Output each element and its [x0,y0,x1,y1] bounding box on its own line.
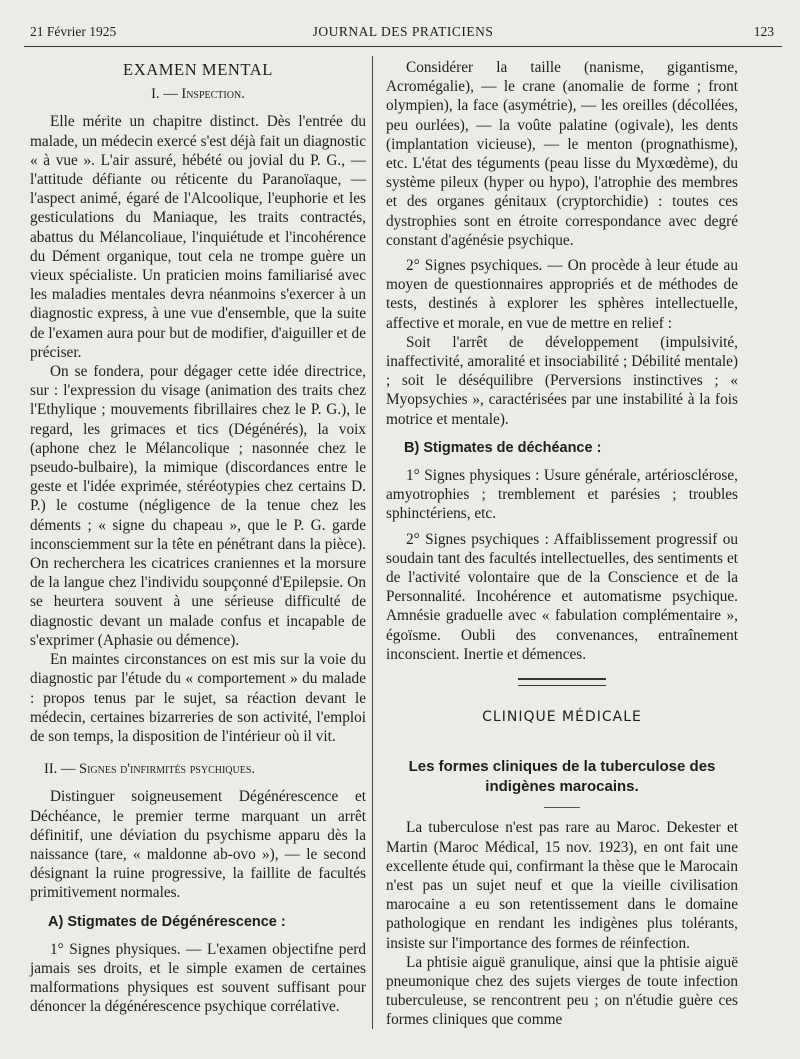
paragraph: La phtisie aiguë granulique, ainsi que la phtisie aiguë pneumonique chez des sujets vierges de toute infection tuberculeuse, se rencontrent peu ; on n'étudie guère ces formes cliniques que comme [386,953,738,1029]
subsection-title-inspection: I. — Inspection. [151,86,245,103]
paragraph: 1° Signes physiques : Usure générale, artériosclérose, amyotrophies ; tremblement et parésies ; troubles sphinctériens, etc. [386,467,738,523]
header-rule [24,46,782,47]
paragraph: 2° Signes psychiques. — On procède à leur étude au moyen de questionnaires appropriés et de méthodes de tests, destinés à explorer les sphères intellectuelle, affective et morale, en vue de mettre en relief : [386,257,738,332]
paragraph: 1° Signes physiques. — L'examen objectifne perd jamais ses droits, et le simple examen de certaines malformations physiques est souvent suffisant pour dénoncer la dégénérescence psychique corrélative. [30,940,366,1016]
header-date: 21 Février 1925 [30,24,117,39]
subsection-title-infirmites: II. — Signes d'infirmités psychiques. [44,761,256,778]
title-rule [544,807,580,808]
section-title-examen-mental: EXAMEN MENTAL [123,60,273,79]
paragraph: Elle mérite un chapitre distinct. Dès l'entrée du malade, un médecin exercé s'est déjà fait un diagnostic « à vue ». L'air assuré, hébété ou jovial du P. G., — l'attitude défiante ou réticente du Paranoïaque, — l'aspect animé, égaré de l'Alcoolique, l'euphorie et les gesticulations du Maniaque, les traits contractés, abattus du Mélancoliaue, l'inquiétude et l'incohérence du Dément organique, tout cela ne trompe guère un vieux spécialiste. Un praticien moins familiarisé avec les maladies mentales devra néanmoins s'exercer à un diagnostic express, à une vue d'ensemble, que la suite de l'examen aura pour but de modifier, d'aiguiller et de préciser. [30,113,366,361]
left-column [30,58,366,1017]
page-header [30,24,776,44]
paragraph: Distinguer soigneusement Dégénérescence et Déchéance, le premier terme marquant un arrêt définitif, une déviation du psychisme apparu dès la naissance (tare, « maldonne ab-ovo »), — le second désignant la ruine progressive, la faillite de facultés primitivement normales. [30,788,366,902]
section-title-clinique-medicale: CLINIQUE MÉDICALE [482,709,642,726]
section-divider [518,678,606,686]
paragraph: On se fondera, pour dégager cette idée directrice, sur : l'expression du visage (animation des traits chez l'Ethylique ; mouvements fibrillaires chez le P. G.), le regard, les grimaces et tics (Dégénérés), la voix (aphone chez le Mélancolique ; nasonnée chez le pseudo-bulbaire), la mimique (discordances entre le geste et l'idée exprimée, stéréotypies chez certains D. P.) le costume (négligence de la tenue chez les déments ; « signe du chapeau », que le P. G. garde inconsciemment sur la tête en pénétrant dans la pièce). On recherchera les cicatrices craniennes et la morsure de la langue chez l'individu soupçonné d'Epilepsie. On se heurtera souvent à une sérieuse difficulté de diagnostic devant un malade confus et incapable de s'exprimer (Aphasie ou démence). [30,363,366,649]
paragraph: En maintes circonstances on est mis sur la voie du diagnostic par l'étude du « comportement » du malade : propos tenus par le sujet, sa réaction devant le médecin, certaines bizarreries de son activité, l'emploi de son temps, la disposition de l'intérieur où il vit. [30,651,366,745]
article-title: Les formes cliniques de la tuberculose des indigènes marocains. [408,758,716,796]
paragraph: La tuberculose n'est pas rare au Maroc. Dekester et Martin (Maroc Médical, 15 nov. 1923), en ont fait une excellente étude qui, confirmant la thèse que le Marocain n'est pas un sujet neuf et que la vieille civilisation marocaine a eu son retentissement dans le domaine pathologique en rendant les indigènes plus tolérants, insiste sur l'importance des formes de réinfection. [386,819,738,952]
paragraph: Considérer la taille (nanisme, gigantisme, Acromégalie), — le crane (anomalie de forme ; front olympien), la face (asymétrie), — les oreilles (décollées, peu ourlées), — la voûte palatine (ogivale), les dents (implantation vicieuse), — le menton (prognathisme), etc. L'état des téguments (peau lisse du Myxœdème), du système pileux (hyper ou hypo), l'atrophie des membres et des organes génitaux (cryptorchidie) : toutes ces dystrophies sont en étroite correspondance avec degré constant d'agénésie psychique. [386,59,738,249]
paragraph: Soit l'arrêt de développement (impulsivité, inaffectivité, amoralité et insociabilité ; Débilité mentale) ; soit le déséquilibre (Perversions instinctives ; « Myopsychies », caractérisées par une instabilité à la fois motrice et mentale). [386,333,738,428]
header-page-number: 123 [753,24,774,39]
header-journal-title: JOURNAL DES PRATICIENS [312,24,494,39]
column-divider [372,56,373,1029]
right-column [386,58,738,1030]
heading-stigmates-degenerescence: A) Stigmates de Dégénérescence : [48,913,286,930]
heading-stigmates-decheance: B) Stigmates de déchéance : [404,439,602,456]
paragraph: 2° Signes psychiques : Affaiblissement progressif ou soudain tant des facultés intellectuelles, des sentiments et de l'activité volontaire que de la Conscience et de la Personnalité. Incohérence et automatisme psychique. Amnésie graduelle avec « fabulation complémentaire », égoïsme. Oubli des convenances, entraînement inconscient. Inertie et démences. [386,530,738,663]
